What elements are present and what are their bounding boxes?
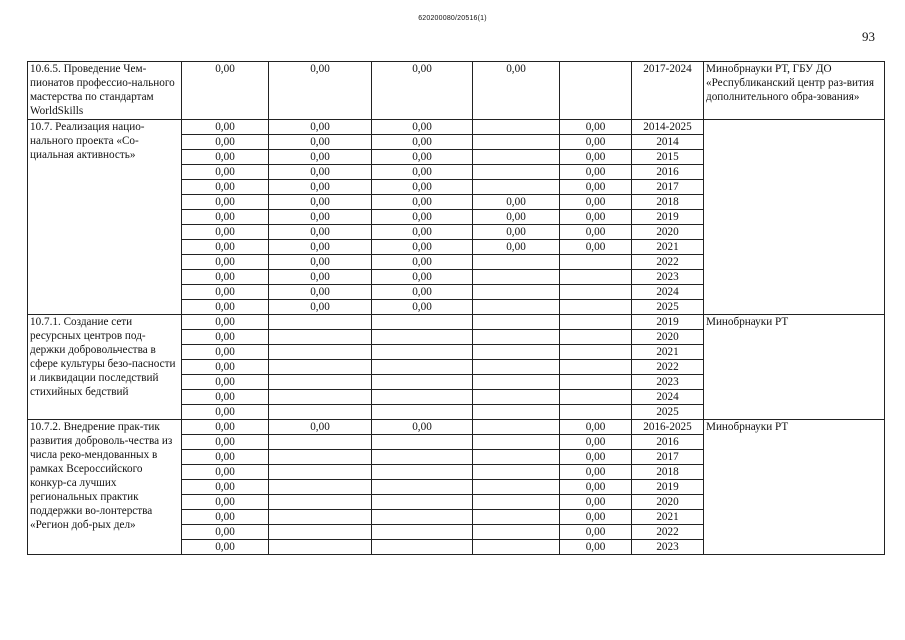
- amount-cell: [560, 62, 632, 120]
- amount-cell: 0,00: [269, 165, 372, 180]
- amount-cell: 0,00: [182, 285, 269, 300]
- period-cell: 2019: [632, 480, 704, 495]
- period-cell: 2023: [632, 375, 704, 390]
- amount-cell: [372, 495, 473, 510]
- period-cell: 2016-2025: [632, 420, 704, 435]
- amount-cell: [473, 360, 560, 375]
- amount-cell: 0,00: [182, 210, 269, 225]
- period-cell: 2018: [632, 465, 704, 480]
- amount-cell: 0,00: [473, 62, 560, 120]
- period-cell: 2024: [632, 285, 704, 300]
- amount-cell: [473, 375, 560, 390]
- amount-cell: 0,00: [182, 135, 269, 150]
- amount-cell: [372, 435, 473, 450]
- amount-cell: [560, 270, 632, 285]
- amount-cell: 0,00: [560, 450, 632, 465]
- document-id: 620200080/20516(1): [418, 15, 487, 22]
- amount-cell: 0,00: [372, 255, 473, 270]
- period-cell: 2024: [632, 390, 704, 405]
- period-cell: 2015: [632, 150, 704, 165]
- amount-cell: 0,00: [182, 345, 269, 360]
- amount-cell: 0,00: [269, 150, 372, 165]
- amount-cell: 0,00: [372, 270, 473, 285]
- amount-cell: [473, 510, 560, 525]
- amount-cell: 0,00: [560, 150, 632, 165]
- amount-cell: 0,00: [269, 180, 372, 195]
- amount-cell: [473, 285, 560, 300]
- period-cell: 2022: [632, 525, 704, 540]
- amount-cell: 0,00: [372, 135, 473, 150]
- amount-cell: 0,00: [182, 405, 269, 420]
- amount-cell: [473, 390, 560, 405]
- amount-cell: 0,00: [182, 525, 269, 540]
- period-cell: 2021: [632, 345, 704, 360]
- amount-cell: [372, 375, 473, 390]
- period-cell: 2025: [632, 300, 704, 315]
- amount-cell: [473, 270, 560, 285]
- amount-cell: [473, 420, 560, 435]
- amount-cell: [473, 135, 560, 150]
- amount-cell: 0,00: [372, 210, 473, 225]
- amount-cell: 0,00: [182, 150, 269, 165]
- amount-cell: [372, 540, 473, 555]
- amount-cell: [269, 330, 372, 345]
- amount-cell: 0,00: [560, 465, 632, 480]
- executor-cell: [704, 120, 885, 315]
- amount-cell: 0,00: [560, 210, 632, 225]
- amount-cell: 0,00: [269, 240, 372, 255]
- amount-cell: 0,00: [269, 285, 372, 300]
- amount-cell: [473, 330, 560, 345]
- amount-cell: 0,00: [560, 480, 632, 495]
- amount-cell: [372, 525, 473, 540]
- amount-cell: 0,00: [372, 195, 473, 210]
- period-cell: 2014-2025: [632, 120, 704, 135]
- amount-cell: [372, 510, 473, 525]
- amount-cell: 0,00: [560, 135, 632, 150]
- amount-cell: 0,00: [372, 150, 473, 165]
- amount-cell: 0,00: [269, 195, 372, 210]
- amount-cell: [473, 315, 560, 330]
- amount-cell: [473, 465, 560, 480]
- amount-cell: 0,00: [560, 525, 632, 540]
- amount-cell: [269, 450, 372, 465]
- amount-cell: 0,00: [182, 315, 269, 330]
- period-cell: 2014: [632, 135, 704, 150]
- measure-name-cell: 10.7.2. Внедрение прак-тик развития доброволь-чества из числа реко-мендованных в рамках Всероссийского конкур-са лучших региональных практик поддержки во-лонтерства «Регион доб-рых дел»: [28, 420, 182, 555]
- amount-cell: 0,00: [182, 480, 269, 495]
- amount-cell: 0,00: [182, 255, 269, 270]
- budget-table: [27, 61, 885, 555]
- amount-cell: [473, 435, 560, 450]
- period-cell: 2017-2024: [632, 62, 704, 120]
- amount-cell: 0,00: [269, 225, 372, 240]
- amount-cell: 0,00: [182, 510, 269, 525]
- amount-cell: [560, 390, 632, 405]
- amount-cell: 0,00: [182, 330, 269, 345]
- period-cell: 2025: [632, 405, 704, 420]
- amount-cell: [560, 285, 632, 300]
- amount-cell: [372, 390, 473, 405]
- amount-cell: [473, 120, 560, 135]
- amount-cell: 0,00: [269, 135, 372, 150]
- period-cell: 2017: [632, 450, 704, 465]
- amount-cell: [560, 330, 632, 345]
- amount-cell: 0,00: [560, 165, 632, 180]
- amount-cell: 0,00: [182, 195, 269, 210]
- table-row: [28, 420, 885, 435]
- table-row: [28, 120, 885, 135]
- amount-cell: [560, 360, 632, 375]
- amount-cell: 0,00: [182, 375, 269, 390]
- amount-cell: [269, 480, 372, 495]
- amount-cell: [269, 495, 372, 510]
- amount-cell: 0,00: [182, 465, 269, 480]
- amount-cell: [473, 405, 560, 420]
- page-number: 93: [862, 29, 875, 44]
- amount-cell: 0,00: [560, 540, 632, 555]
- amount-cell: 0,00: [372, 240, 473, 255]
- amount-cell: [372, 315, 473, 330]
- amount-cell: 0,00: [560, 180, 632, 195]
- amount-cell: 0,00: [182, 540, 269, 555]
- period-cell: 2017: [632, 180, 704, 195]
- amount-cell: [372, 345, 473, 360]
- period-cell: 2016: [632, 165, 704, 180]
- period-cell: 2019: [632, 210, 704, 225]
- amount-cell: 0,00: [560, 495, 632, 510]
- amount-cell: [473, 540, 560, 555]
- amount-cell: 0,00: [372, 62, 473, 120]
- measure-name-cell: 10.7. Реализация нацио-нального проекта «Со-циальная активность»: [28, 120, 182, 315]
- amount-cell: [473, 165, 560, 180]
- period-cell: 2020: [632, 225, 704, 240]
- executor-cell: Минобрнауки РТ: [704, 420, 885, 555]
- amount-cell: 0,00: [372, 420, 473, 435]
- amount-cell: 0,00: [182, 240, 269, 255]
- amount-cell: 0,00: [372, 180, 473, 195]
- period-cell: 2020: [632, 495, 704, 510]
- amount-cell: 0,00: [473, 210, 560, 225]
- amount-cell: 0,00: [372, 165, 473, 180]
- amount-cell: 0,00: [182, 120, 269, 135]
- table-row: [28, 62, 885, 120]
- amount-cell: 0,00: [560, 225, 632, 240]
- amount-cell: [269, 465, 372, 480]
- amount-cell: [269, 405, 372, 420]
- amount-cell: 0,00: [473, 195, 560, 210]
- amount-cell: 0,00: [182, 300, 269, 315]
- amount-cell: [372, 450, 473, 465]
- amount-cell: 0,00: [560, 435, 632, 450]
- amount-cell: 0,00: [182, 360, 269, 375]
- amount-cell: 0,00: [269, 420, 372, 435]
- period-cell: 2023: [632, 270, 704, 285]
- amount-cell: 0,00: [182, 270, 269, 285]
- amount-cell: [473, 480, 560, 495]
- amount-cell: 0,00: [269, 210, 372, 225]
- amount-cell: [269, 540, 372, 555]
- amount-cell: 0,00: [269, 255, 372, 270]
- amount-cell: 0,00: [560, 240, 632, 255]
- amount-cell: 0,00: [560, 510, 632, 525]
- amount-cell: [372, 465, 473, 480]
- amount-cell: [269, 315, 372, 330]
- amount-cell: [372, 480, 473, 495]
- amount-cell: 0,00: [269, 270, 372, 285]
- executor-cell: Минобрнауки РТ, ГБУ ДО «Республиканский центр раз-вития дополнительного обра-зования»: [704, 62, 885, 120]
- amount-cell: [560, 375, 632, 390]
- amount-cell: [473, 345, 560, 360]
- amount-cell: 0,00: [182, 390, 269, 405]
- period-cell: 2016: [632, 435, 704, 450]
- measure-name-cell: 10.6.5. Проведение Чем-пионатов профессио-нального мастерства по стандартам WorldSkills: [28, 62, 182, 120]
- amount-cell: [269, 510, 372, 525]
- amount-cell: [560, 345, 632, 360]
- amount-cell: 0,00: [372, 300, 473, 315]
- table-row: [28, 315, 885, 330]
- amount-cell: 0,00: [372, 225, 473, 240]
- amount-cell: [473, 495, 560, 510]
- amount-cell: 0,00: [182, 62, 269, 120]
- period-cell: 2021: [632, 240, 704, 255]
- amount-cell: 0,00: [269, 300, 372, 315]
- amount-cell: [269, 435, 372, 450]
- period-cell: 2022: [632, 360, 704, 375]
- amount-cell: 0,00: [269, 62, 372, 120]
- amount-cell: [372, 405, 473, 420]
- amount-cell: 0,00: [473, 225, 560, 240]
- amount-cell: 0,00: [560, 420, 632, 435]
- amount-cell: [372, 330, 473, 345]
- amount-cell: 0,00: [182, 435, 269, 450]
- amount-cell: [269, 525, 372, 540]
- amount-cell: 0,00: [560, 120, 632, 135]
- amount-cell: 0,00: [182, 180, 269, 195]
- amount-cell: [560, 405, 632, 420]
- amount-cell: 0,00: [269, 120, 372, 135]
- period-cell: 2022: [632, 255, 704, 270]
- period-cell: 2020: [632, 330, 704, 345]
- amount-cell: [473, 300, 560, 315]
- period-cell: 2023: [632, 540, 704, 555]
- amount-cell: [473, 525, 560, 540]
- executor-cell: Минобрнауки РТ: [704, 315, 885, 420]
- amount-cell: 0,00: [182, 495, 269, 510]
- amount-cell: [473, 150, 560, 165]
- amount-cell: [269, 345, 372, 360]
- amount-cell: 0,00: [473, 240, 560, 255]
- amount-cell: [560, 315, 632, 330]
- amount-cell: 0,00: [182, 165, 269, 180]
- amount-cell: [372, 360, 473, 375]
- period-cell: 2018: [632, 195, 704, 210]
- period-cell: 2021: [632, 510, 704, 525]
- amount-cell: [560, 300, 632, 315]
- amount-cell: [269, 360, 372, 375]
- amount-cell: [269, 390, 372, 405]
- amount-cell: [473, 180, 560, 195]
- amount-cell: 0,00: [182, 450, 269, 465]
- amount-cell: [473, 255, 560, 270]
- period-cell: 2019: [632, 315, 704, 330]
- amount-cell: 0,00: [372, 120, 473, 135]
- amount-cell: 0,00: [182, 420, 269, 435]
- amount-cell: [269, 375, 372, 390]
- amount-cell: [473, 450, 560, 465]
- measure-name-cell: 10.7.1. Создание сети ресурсных центров под-держки добровольчества в сфере культуры безо-пасности и ликвидации последствий стихийных бедствий: [28, 315, 182, 420]
- amount-cell: 0,00: [182, 225, 269, 240]
- amount-cell: [560, 255, 632, 270]
- amount-cell: 0,00: [560, 195, 632, 210]
- amount-cell: 0,00: [372, 285, 473, 300]
